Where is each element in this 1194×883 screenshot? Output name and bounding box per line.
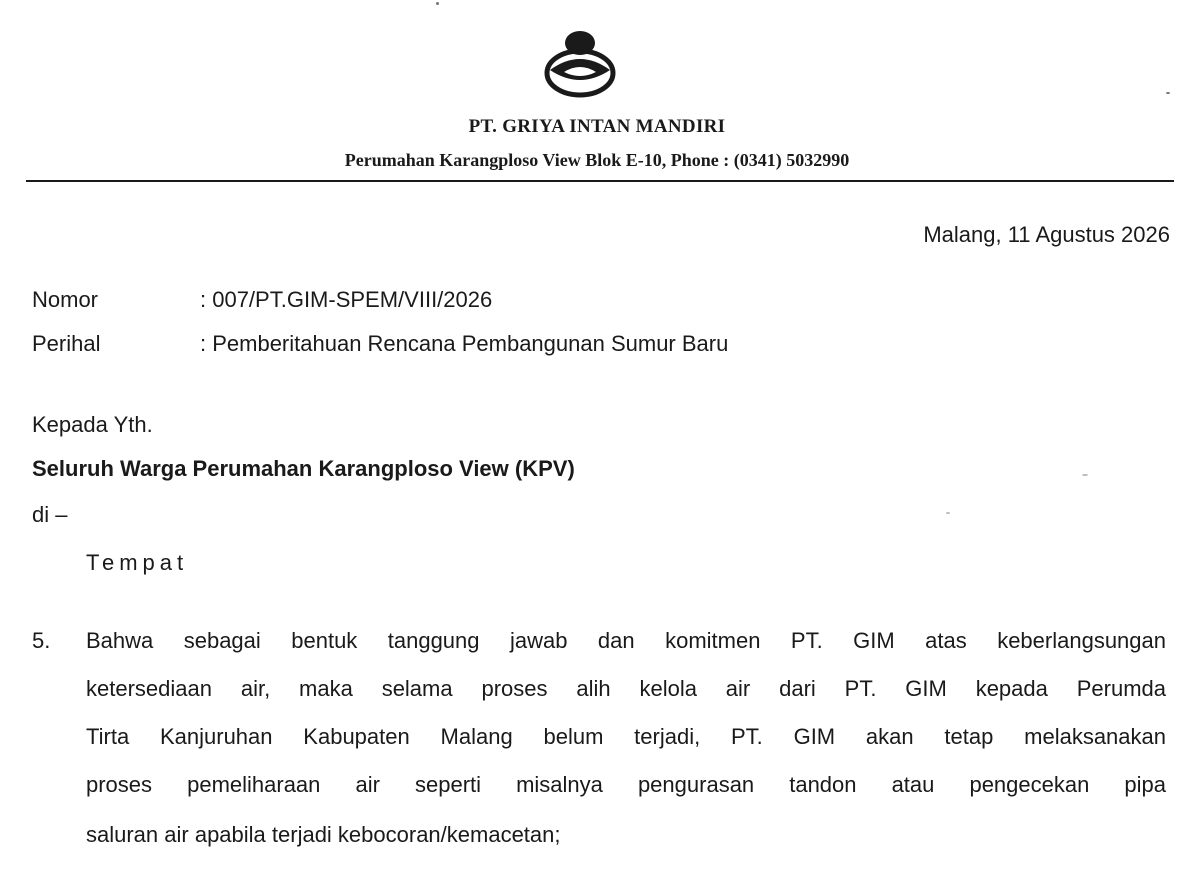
perihal-label: Perihal <box>32 331 101 356</box>
letter-date: Malang, 11 Agustus 2026 <box>923 222 1170 247</box>
paragraph-line: proses pemeliharaan air seperti misalnya pengurasan tandon atau pengecekan pipa <box>86 772 1166 797</box>
recipient-di: di – <box>32 502 68 527</box>
scan-speck <box>1166 92 1170 94</box>
scan-speck <box>436 2 439 5</box>
recipient-name: Seluruh Warga Perumahan Karangploso View (KPV) <box>32 456 575 481</box>
company-address: Perumahan Karangploso View Blok E-10, Phone : (0341) 5032990 <box>344 150 850 170</box>
letterhead-divider <box>26 180 1174 182</box>
company-logo <box>538 28 622 102</box>
nomor-label: Nomor <box>32 287 99 312</box>
recipient-greeting: Kepada Yth. <box>32 412 153 437</box>
scan-speck <box>1082 474 1088 476</box>
item-number: 5. <box>32 628 51 653</box>
paragraph-line: saluran air apabila terjadi kebocoran/kemacetan; <box>86 822 561 847</box>
paragraph-line: Tirta Kanjuruhan Kabupaten Malang belum terjadi, PT. GIM akan tetap melaksanakan <box>86 724 1166 749</box>
recipient-place: Tempat <box>86 550 189 575</box>
scan-speck <box>946 512 950 514</box>
company-name: PT. GRIYA INTAN MANDIRI <box>468 116 726 137</box>
nomor-value: : 007/PT.GIM-SPEM/VIII/2026 <box>200 287 493 312</box>
paragraph-line: Bahwa sebagai bentuk tanggung jawab dan komitmen PT. GIM atas keberlangsungan <box>86 628 1166 653</box>
paragraph-line: ketersediaan air, maka selama proses alih kelola air dari PT. GIM kepada Perumda <box>86 676 1166 701</box>
perihal-value: : Pemberitahuan Rencana Pembangunan Sumur Baru <box>200 331 729 356</box>
